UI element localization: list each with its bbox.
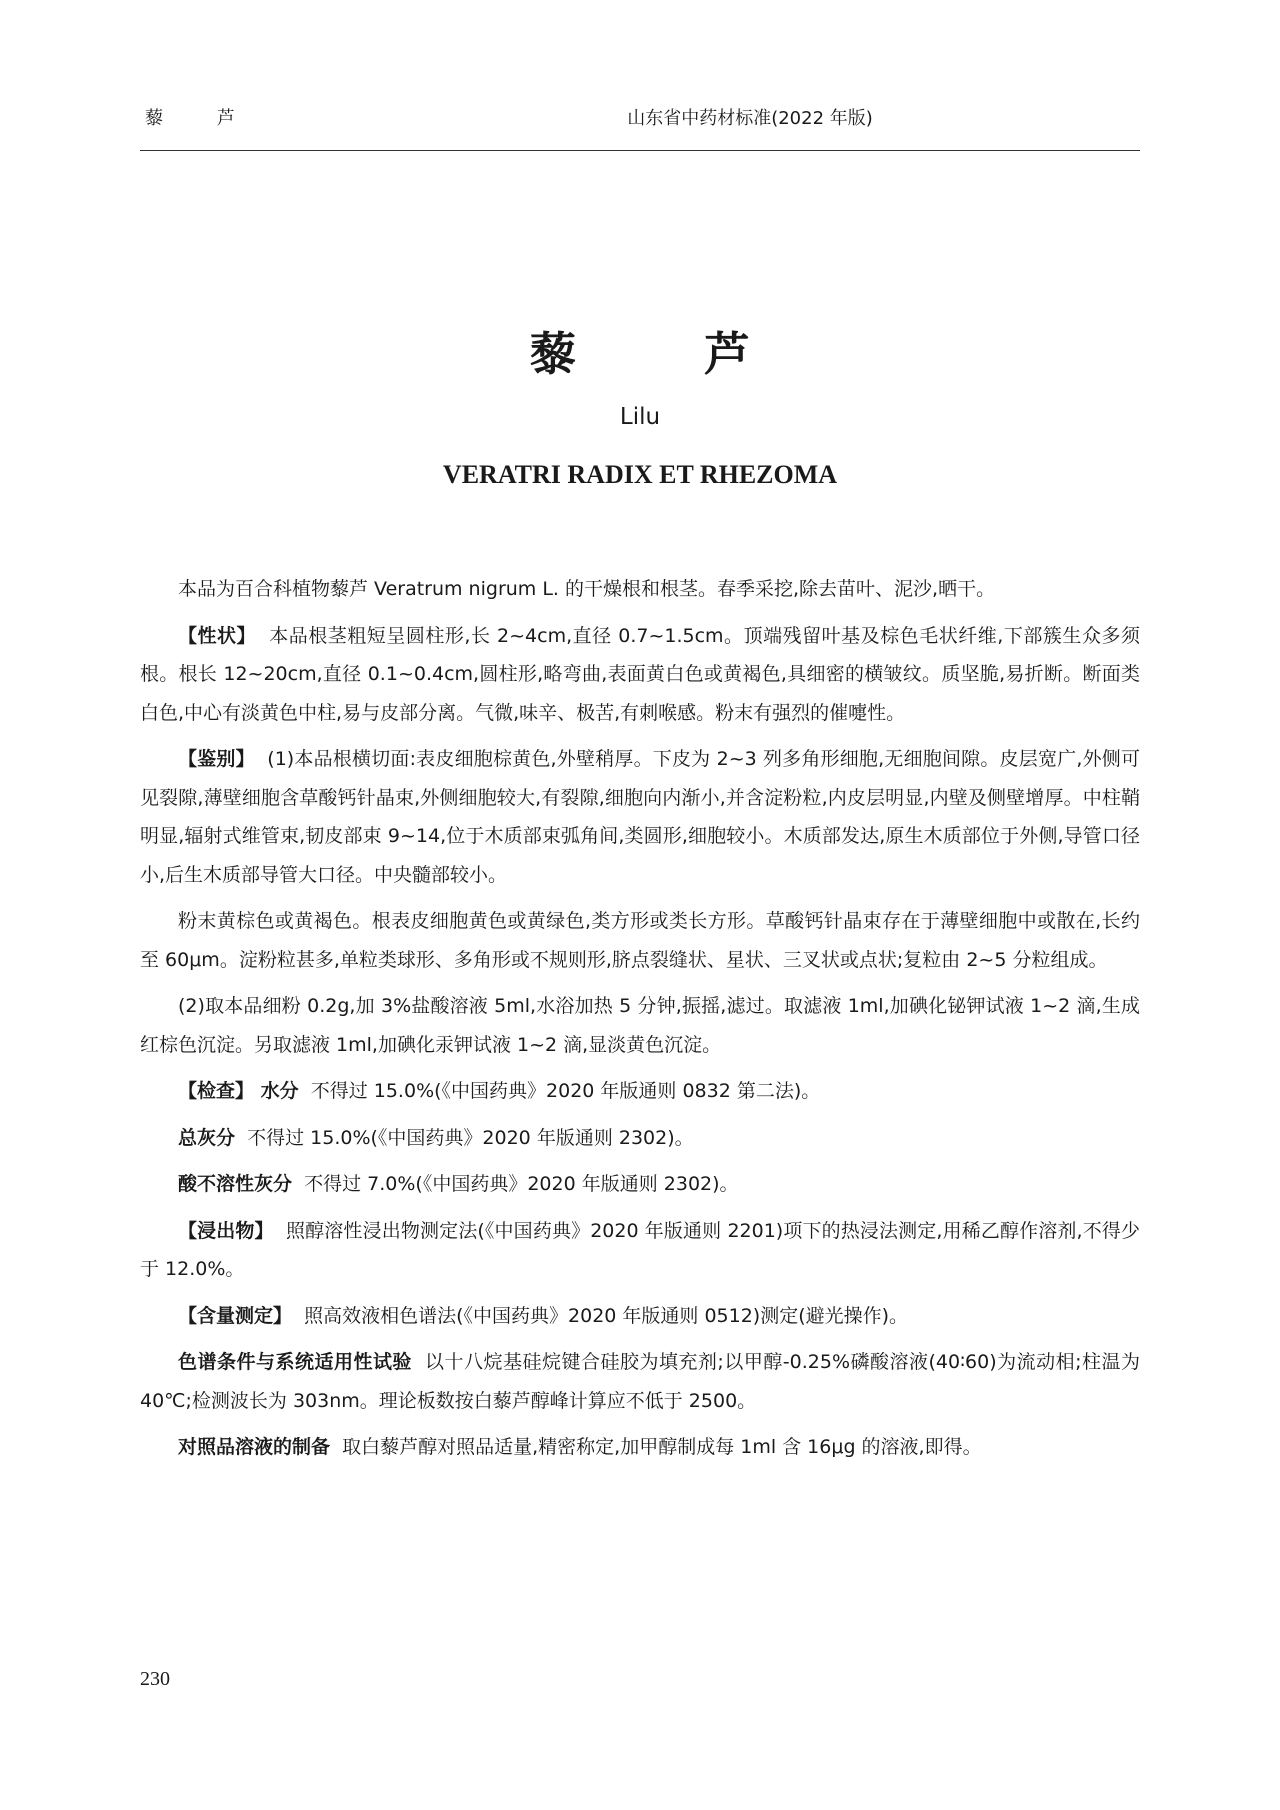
paragraph-text: 取白藜芦醇对照品适量,精密称定,加甲醇制成每 1ml 含 16μg 的溶液,即得。: [342, 1436, 982, 1458]
page-number: 230: [140, 1668, 170, 1690]
header-rule: [140, 150, 1140, 151]
paragraph-reference-solution: [140, 1428, 1140, 1467]
paragraph-identification-1: [140, 740, 1140, 894]
paragraph-tag: 【含量测定】: [178, 1304, 293, 1327]
latin-name: VERATRI RADIX ET RHEZOMA: [442, 460, 838, 489]
paragraph-tag: 【鉴别】: [178, 748, 255, 770]
paragraph-text: 照高效液相色谱法(《中国药典》2020 年版通则 0512)测定(避光操作)。: [304, 1304, 909, 1327]
paragraph-tag: 酸不溶性灰分: [178, 1173, 293, 1195]
paragraph-text: (1)本品根横切面:表皮细胞棕黄色,外壁稍厚。下皮为 2~3 列多角形细胞,无细胞间隙。皮层宽广,外侧可见裂隙,薄壁细胞含草酸钙针晶束,外侧细胞较大,有裂隙,细胞向内渐小,并含淀粉粒,内皮层明显,内壁及侧壁增厚。中柱鞘明显,辐射式维管束,韧皮部束 9~14,位于木质部束弧角间,类圆形,细胞较小。木质部发达,原生木质部位于外侧,导管口径小,后生木质部导管大口径。中央髓部较小。: [140, 748, 1140, 886]
paragraph-tag: 对照品溶液的制备: [178, 1436, 331, 1458]
paragraph-check-water: [140, 1072, 1140, 1111]
paragraph-tag: 【检查】 水分: [178, 1080, 299, 1102]
paragraph-powder: [140, 902, 1140, 979]
paragraph-text: 以十八烷基硅烷键合硅胶为填充剂;以甲醇-0.25%磷酸溶液(40∶60)为流动相;柱温为 40℃;检测波长为 303nm。理论板数按白藜芦醇峰计算应不低于 2500。: [140, 1351, 1140, 1412]
paragraph-extractives: [140, 1212, 1140, 1289]
running-header-book: 山东省中药材标准(2022 年版): [627, 108, 873, 129]
paragraph-total-ash: [140, 1119, 1140, 1158]
paragraph-text: 不得过 15.0%(《中国药典》2020 年版通则 0832 第二法)。: [310, 1080, 821, 1102]
paragraph-chromatographic-conditions: [140, 1343, 1140, 1420]
monograph-title: 藜 芦: [529, 327, 806, 381]
paragraph-characters: [140, 617, 1140, 733]
monograph-body: [140, 570, 1140, 1475]
paragraph-text: 照醇溶性浸出物测定法(《中国药典》2020 年版通则 2201)项下的热浸法测定,用稀乙醇作溶剂,不得少于 12.0%。: [140, 1219, 1140, 1280]
running-header-title: 藜 芦: [145, 108, 259, 129]
paragraph-tag: 【浸出物】: [178, 1219, 274, 1242]
paragraph-text: (2)取本品细粉 0.2g,加 3%盐酸溶液 5ml,水浴加热 5 分钟,振摇,滤过。取滤液 1ml,加碘化铋钾试液 1~2 滴,生成红棕色沉淀。另取滤液 1ml,加碘化汞钾试液 1~2 滴,显淡黄色沉淀。: [140, 995, 1140, 1056]
paragraph-text: 不得过 7.0%(《中国药典》2020 年版通则 2302)。: [304, 1173, 739, 1195]
paragraph-text: 本品根茎粗短呈圆柱形,长 2~4cm,直径 0.7~1.5cm。顶端残留叶基及棕色毛状纤维,下部簇生众多须根。根长 12~20cm,直径 0.1~0.4cm,圆柱形,略弯曲,表面黄白色或黄褐色,具细密的横皱纹。质坚脆,易折断。断面类白色,中心有淡黄色中柱,易与皮部分离。气微,味辛、极苦,有刺喉感。粉末有强烈的催嚏性。: [140, 624, 1140, 724]
paragraph-identification-2: [140, 987, 1140, 1064]
paragraph-tag: 色谱条件与系统适用性试验: [178, 1351, 412, 1373]
pinyin-name: Lilu: [619, 404, 661, 430]
paragraph-acid-insoluble-ash: [140, 1165, 1140, 1204]
paragraph-source: [140, 570, 1140, 609]
paragraph-tag: 总灰分: [178, 1126, 236, 1149]
paragraph-tag: 【性状】: [178, 624, 257, 647]
paragraph-text: 不得过 15.0%(《中国药典》2020 年版通则 2302)。: [247, 1126, 694, 1149]
paragraph-text: 本品为百合科植物藜芦 Veratrum nigrum L. 的干燥根和根茎。春季采挖,除去苗叶、泥沙,晒干。: [178, 578, 996, 600]
paragraph-assay: [140, 1297, 1140, 1336]
paragraph-text: 粉末黄棕色或黄褐色。根表皮细胞黄色或黄绿色,类方形或类长方形。草酸钙针晶束存在于薄壁细胞中或散在,长约至 60μm。淀粉粒甚多,单粒类球形、多角形或不规则形,脐点裂缝状、星状、三叉状或点状;复粒由 2~5 分粒组成。: [140, 910, 1140, 971]
